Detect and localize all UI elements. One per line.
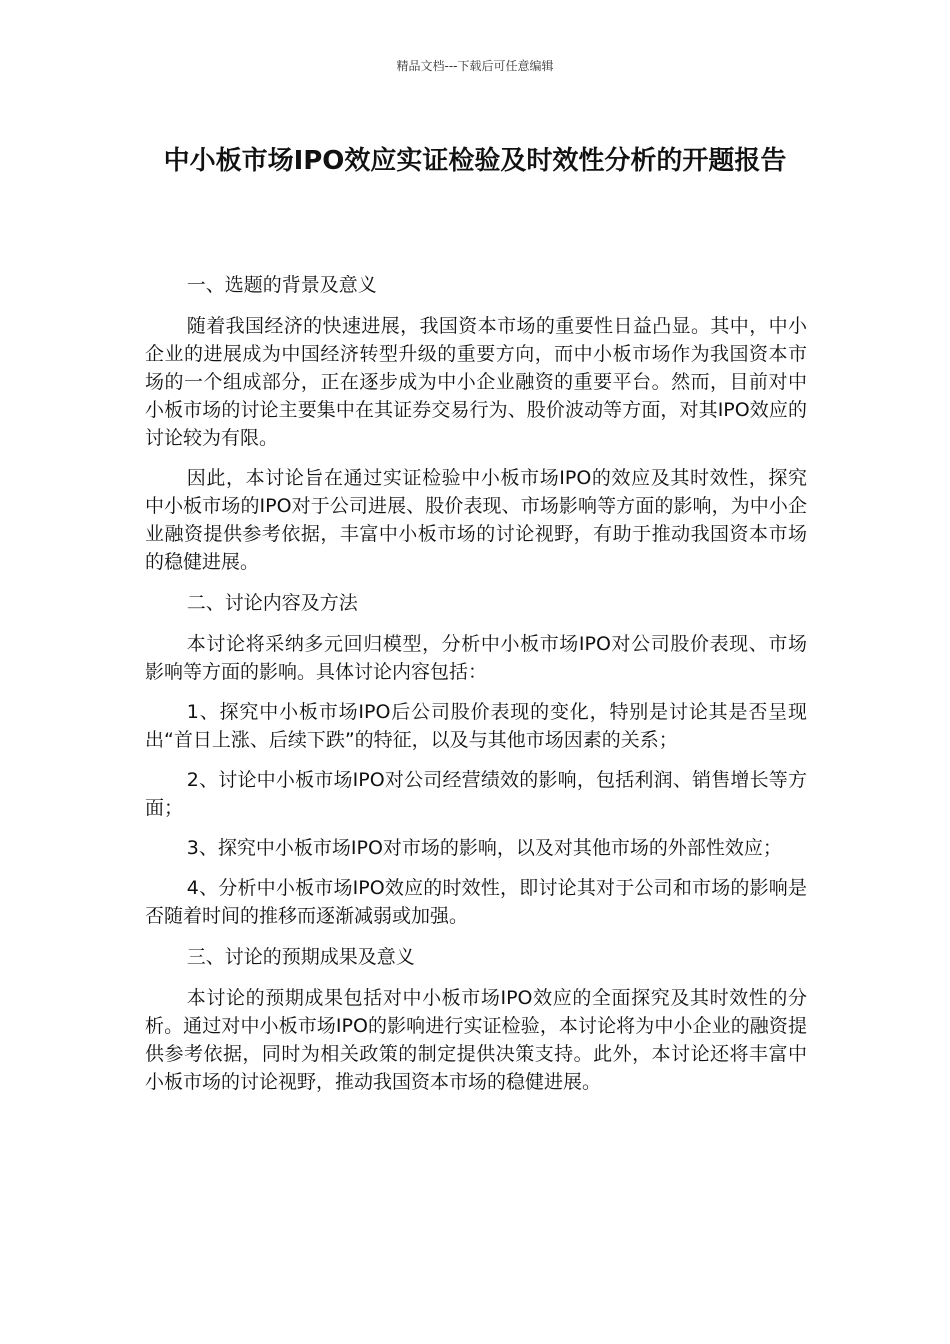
list-item-2: 2、讨论中小板市场IPO对公司经营绩效的影响，包括利润、销售增长等方面； (145, 769, 807, 819)
section-heading-background: 一、选题的背景及意义 (186, 274, 377, 296)
header-note: 精品文档---下载后可任意编辑 (396, 59, 554, 73)
document-title: 中小板市场IPO效应实证检验及时效性分析的开题报告 (163, 146, 787, 176)
paragraph-expected-results: 本讨论的预期成果包括对中小板市场IPO效应的全面探究及其时效性的分析。通过对中小板市场IPO的影响进行实证检验，本讨论将为中小企业的融资提供参考依据，同时为相关政策的制定提供决策支持。此外，本讨论还将丰富中小板市场的讨论视野，推动我国资本市场的稳健进展。 (145, 987, 807, 1093)
paragraph-methods-intro: 本讨论将采纳多元回归模型，分析中小板市场IPO对公司股价表现、市场影响等方面的影响。具体讨论内容包括： (145, 633, 807, 683)
list-item-4: 4、分析中小板市场IPO效应的时效性，即讨论其对于公司和市场的影响是否随着时间的推移而逐渐减弱或加强。 (145, 877, 807, 927)
paragraph-background-2: 因此，本讨论旨在通过实证检验中小板市场IPO的效应及其时效性，探究中小板市场的IPO对于公司进展、股价表现、市场影响等方面的影响，为中小企业融资提供参考依据，丰富中小板市场的讨论视野，有助于推动我国资本市场的稳健进展。 (145, 467, 807, 573)
list-item-3: 3、探究中小板市场IPO对市场的影响，以及对其他市场的外部性效应； (186, 837, 782, 859)
section-heading-expected-results: 三、讨论的预期成果及意义 (186, 946, 415, 968)
paragraph-background-1: 随着我国经济的快速进展，我国资本市场的重要性日益凸显。其中，中小企业的进展成为中国经济转型升级的重要方向，而中小板市场作为我国资本市场的一个组成部分，正在逐步成为中小企业融资的重要平台。然而，目前对中小板市场的讨论主要集中在其证券交易行为、股价波动等方面，对其IPO效应的讨论较为有限。 (145, 315, 807, 449)
document-body (145, 270, 807, 1108)
list-item-1: 1、探究中小板市场IPO后公司股价表现的变化，特别是讨论其是否呈现出“首日上涨、后续下跌”的特征，以及与其他市场因素的关系； (145, 701, 807, 751)
section-heading-content-methods: 二、讨论内容及方法 (186, 592, 358, 614)
